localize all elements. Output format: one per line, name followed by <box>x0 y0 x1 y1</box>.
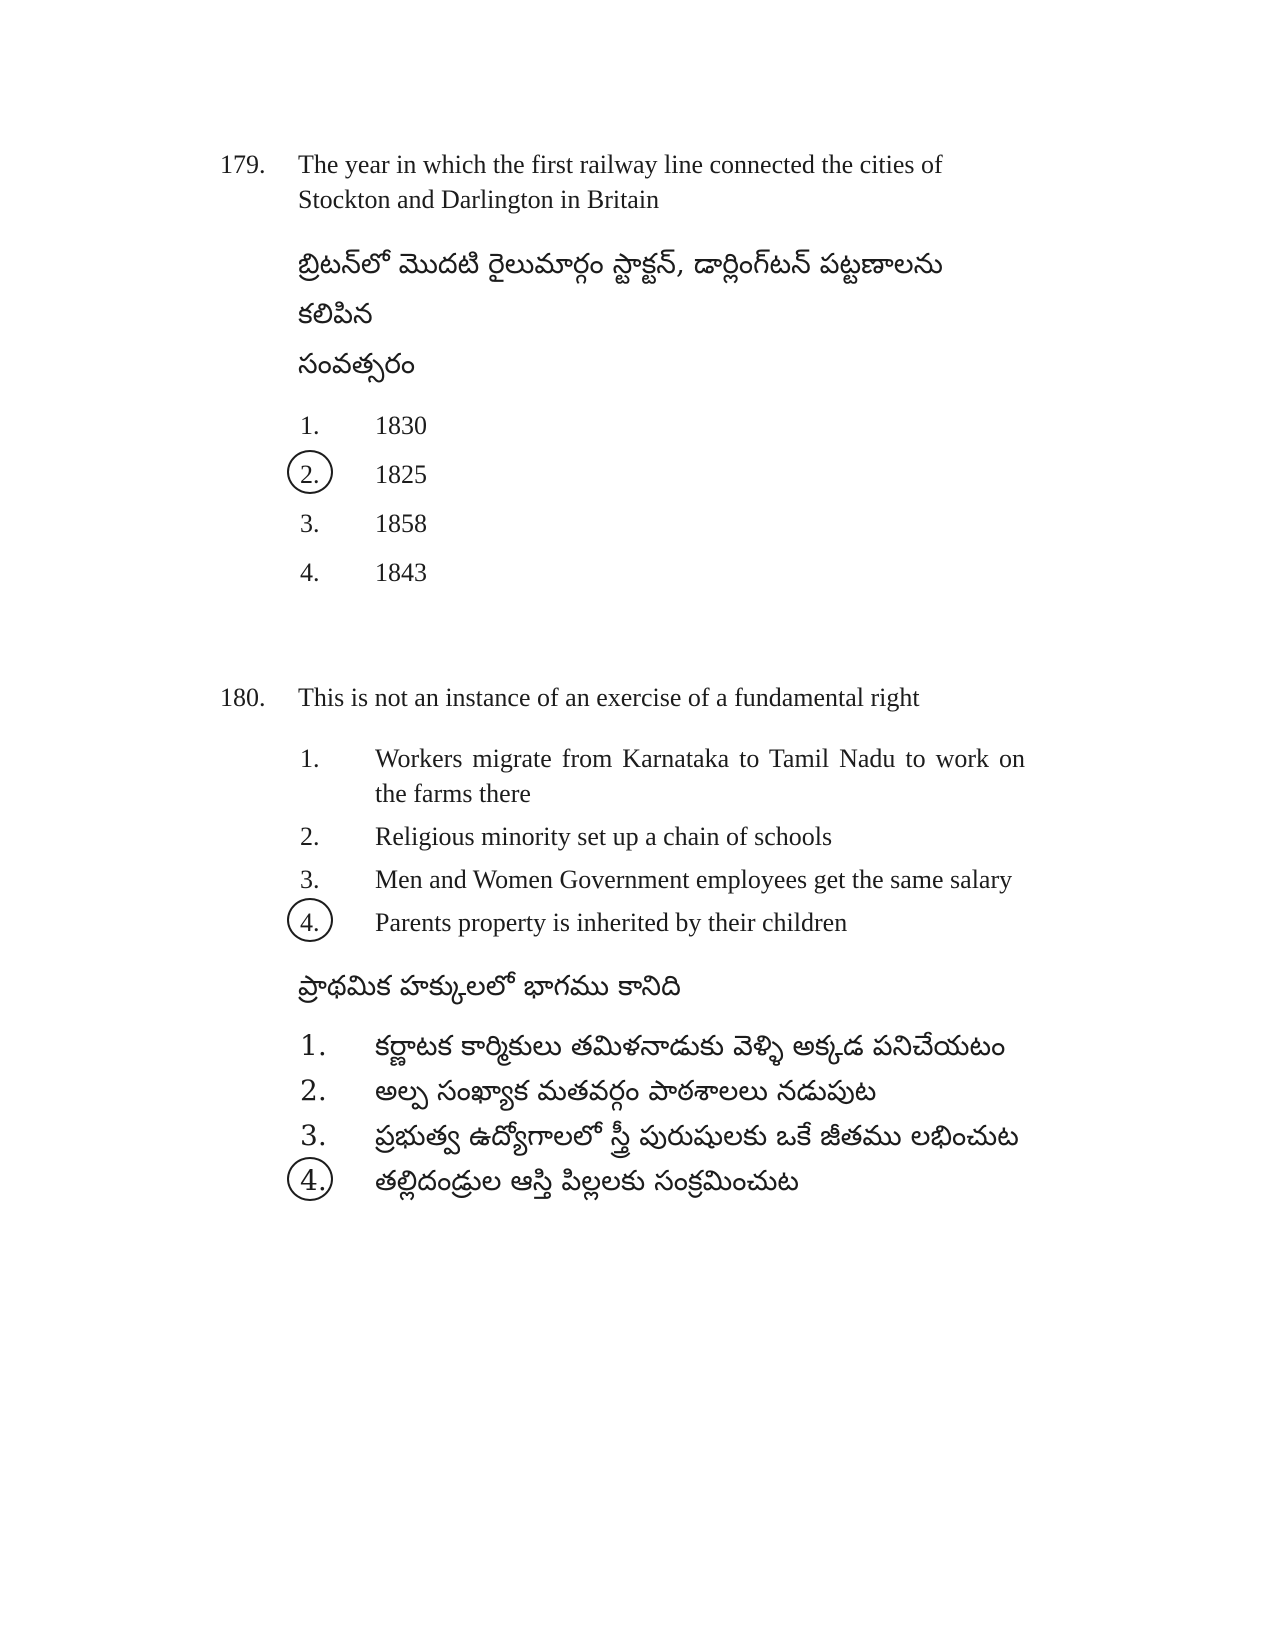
question-text-telugu-line2: సంవత్సరం <box>298 347 416 380</box>
option-number: 3. <box>300 1119 327 1152</box>
option-text: Workers migrate from Karnataka to Tamil Nadu to work on the farms there <box>375 744 1025 808</box>
option-row <box>300 1116 1215 1156</box>
question-179-header <box>220 147 1215 217</box>
question-179-telugu <box>220 239 1215 389</box>
question-180 <box>220 680 1215 1201</box>
option-row <box>300 862 1215 897</box>
option-row <box>300 457 1215 492</box>
question-180-telugu <box>220 964 1215 1008</box>
question-180-header <box>220 680 1215 715</box>
option-number: 1. <box>300 411 320 440</box>
option-text: 1830 <box>375 411 427 440</box>
option-text-telugu: అల్ప సంఖ్యాక మతవర్గం పాఠశాలలు నడుపుట <box>375 1074 877 1107</box>
option-text: Religious minority set up a chain of schools <box>375 822 833 851</box>
option-text: Men and Women Government employees get the same salary <box>375 865 1013 894</box>
option-row <box>300 819 1215 854</box>
option-row <box>300 1071 1215 1111</box>
option-text: 1825 <box>375 460 427 489</box>
option-row <box>300 905 1215 940</box>
option-text: 1858 <box>375 509 427 538</box>
option-row <box>300 741 1215 811</box>
option-number answer-circle: 4. <box>300 1161 375 1201</box>
option-number: 2. <box>300 822 320 851</box>
option-number answer-circle: 2. <box>300 457 375 492</box>
option-row <box>300 408 1215 443</box>
option-row <box>300 1161 1215 1201</box>
question-179 <box>220 147 1215 590</box>
question-text-telugu: ప్రాథమిక హక్కులలో భాగము కానిది <box>298 969 681 1002</box>
options-list-180-english <box>220 741 1215 940</box>
option-text-telugu: తల్లిదండ్రుల ఆస్తి పిల్లలకు సంక్రమించుట <box>375 1164 800 1197</box>
option-row <box>300 1026 1215 1066</box>
option-number: 1. <box>300 1029 327 1062</box>
question-text-telugu <box>298 239 998 389</box>
option-text-telugu: ప్రభుత్వ ఉద్యోగాలలో స్త్రీ పురుషులకు ఒకే జీతము లభించుట <box>375 1119 1019 1152</box>
question-text-english: The year in which the first railway line connected the cities of Stockton and Darlington in Britain <box>298 150 943 214</box>
question-text-telugu-line1: బ్రిటన్‌లో మొదటి రైలుమార్గం స్టాక్టన్, డార్లింగ్‌టన్ పట్టణాలను కలిపిన <box>298 247 943 330</box>
options-list-179 <box>220 408 1215 590</box>
option-text: Parents property is inherited by their children <box>375 908 848 937</box>
option-number: 3. <box>300 865 320 894</box>
option-text-telugu: కర్ణాటక కార్మికులు తమిళనాడుకు వెళ్ళి అక్కడ పనిచేయటం <box>375 1029 1006 1062</box>
option-number answer-circle: 4. <box>300 905 375 940</box>
option-number: 3. <box>300 509 320 538</box>
option-row <box>300 555 1215 590</box>
question-number: 180. <box>220 683 266 712</box>
option-number: 2. <box>300 1074 327 1107</box>
question-text-english: This is not an instance of an exercise of a fundamental right <box>298 683 920 712</box>
question-number: 179. <box>220 150 266 179</box>
option-number: 1. <box>300 744 320 773</box>
option-row <box>300 506 1215 541</box>
option-text: 1843 <box>375 558 427 587</box>
option-number: 4. <box>300 558 320 587</box>
options-list-180-telugu <box>220 1026 1215 1201</box>
